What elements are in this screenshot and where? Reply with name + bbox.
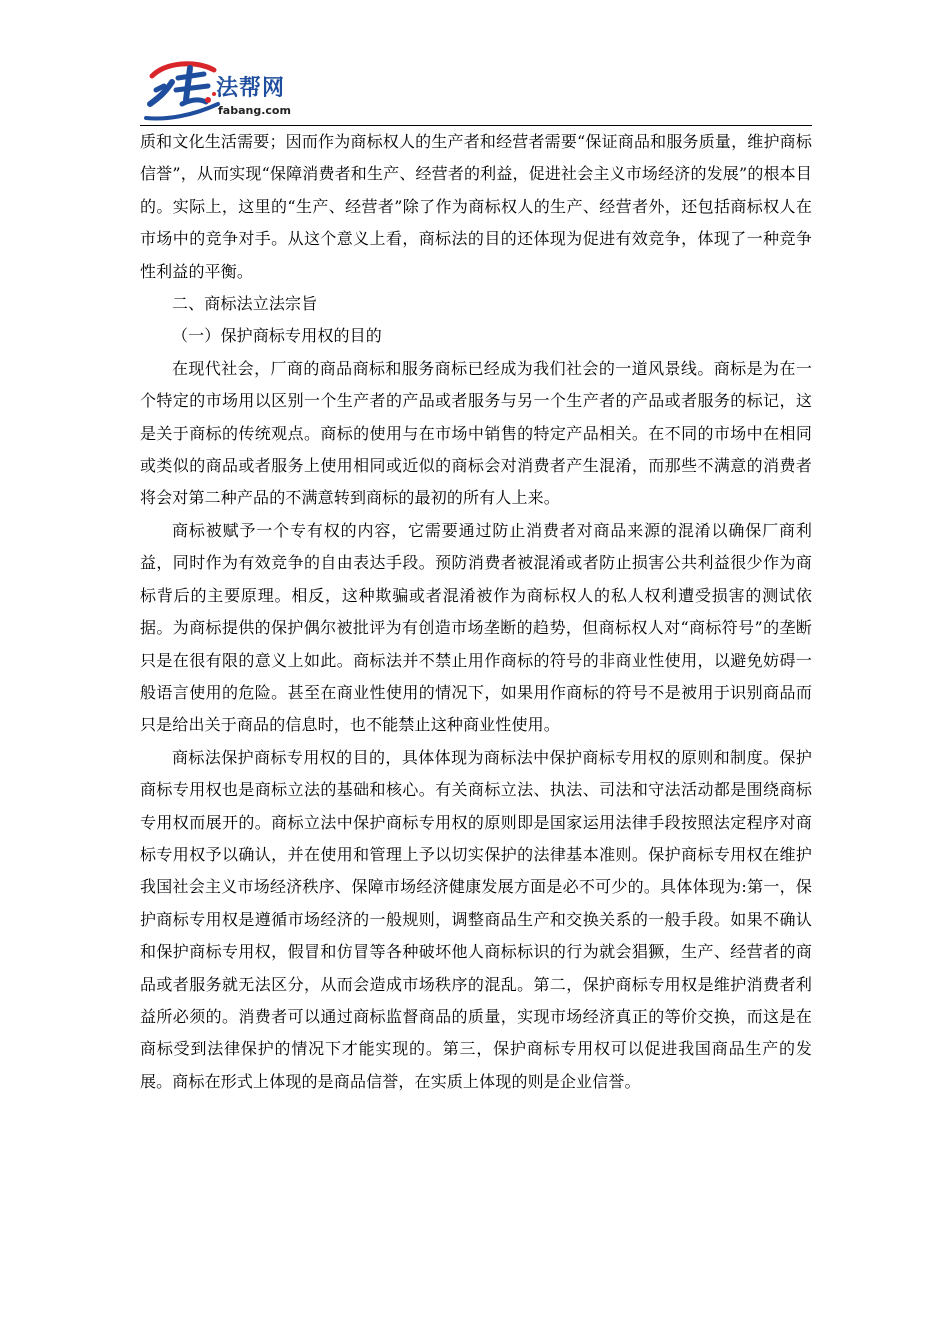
document-body xyxy=(140,126,812,1098)
paragraph-continuation: 质和文化生活需要；因而作为商标权人的生产者和经营者需要“保证商品和服务质量，维护商标信誉”，从而实现“保障消费者和生产、经营者的利益，促进社会主义市场经济的发展”的根本目的。实际上，这里的“生产、经营者”除了作为商标权人的生产、经营者外，还包括商标权人在市场中的竞争对手。从这个意义上看，商标法的目的还体现为促进有效竞争，体现了一种竞争性利益的平衡。 xyxy=(140,132,812,281)
logo-title: 法帮网 xyxy=(216,76,286,101)
subsection-heading: （一）保护商标专用权的目的 xyxy=(172,326,382,346)
paragraph: 商标法保护商标专用权的目的，具体体现为商标法中保护商标专用权的原则和制度。保护商标专用权也是商标立法的基础和核心。有关商标立法、执法、司法和守法活动都是围绕商标专用权而展开的。商标立法中保护商标专用权的原则即是国家运用法律手段按照法定程序对商标专用权予以确认，并在使用和管理上予以切实保护的法律基本准则。保护商标专用权在维护我国社会主义市场经济秩序、保障市场经济健康发展方面是必不可少的。具体体现为:第一，保护商标专用权是遵循市场经济的一般规则，调整商品生产和交换关系的一般手段。如果不确认和保护商标专用权，假冒和仿冒等各种破坏他人商标标识的行为就会猖獗，生产、经营者的商品或者服务就无法区分，从而会造成市场秩序的混乱。第二，保护商标专用权是维护消费者利益所必须的。消费者可以通过商标监督商品的质量，实现市场经济真正的等价交换，而这是在商标受到法律保护的情况下才能实现的。第三，保护商标专用权可以促进我国商品生产的发展。商标在形式上体现的是商品信誉，在实质上体现的则是企业信誉。 xyxy=(140,747,812,1091)
logo-domain: fabang.com xyxy=(218,104,291,117)
page-header xyxy=(140,60,812,126)
paragraph: 在现代社会，厂商的商品商标和服务商标已经成为我们社会的一道风景线。商标是为在一个特定的市场用以区别一个生产者的产品或者服务与另一个生产者的产品或者服务的标记，这是关于商标的传统观点。商标的使用与在市场中销售的特定产品相关。在不同的市场中在相同或类似的商品或者服务上使用相同或近似的商标会对消费者产生混淆，而那些不满意的消费者将会对第二种产品的不满意转到商标的最初的所有人上来。 xyxy=(140,358,812,508)
fabang-logo-icon xyxy=(142,60,222,124)
section-heading: 二、商标法立法宗旨 xyxy=(172,294,318,314)
paragraph: 商标被赋予一个专有权的内容，它需要通过防止消费者对商品来源的混淆以确保厂商利益，同时作为有效竞争的自由表达手段。预防消费者被混淆或者防止损害公共利益很少作为商标背后的主要原理。相反，这种欺骗或者混淆被作为商标权人的私人权利遭受损害的测试依据。为商标提供的保护偶尔被批评为有创造市场垄断的趋势，但商标权人对“商标符号”的垄断只是在很有限的意义上如此。商标法并不禁止用作商标的符号的非商业性使用，以避免妨碍一般语言使用的危险。甚至在商业性使用的情况下，如果用作商标的符号不是被用于识别商品而只是给出关于商品的信息时，也不能禁止这种商业性使用。 xyxy=(140,520,812,735)
